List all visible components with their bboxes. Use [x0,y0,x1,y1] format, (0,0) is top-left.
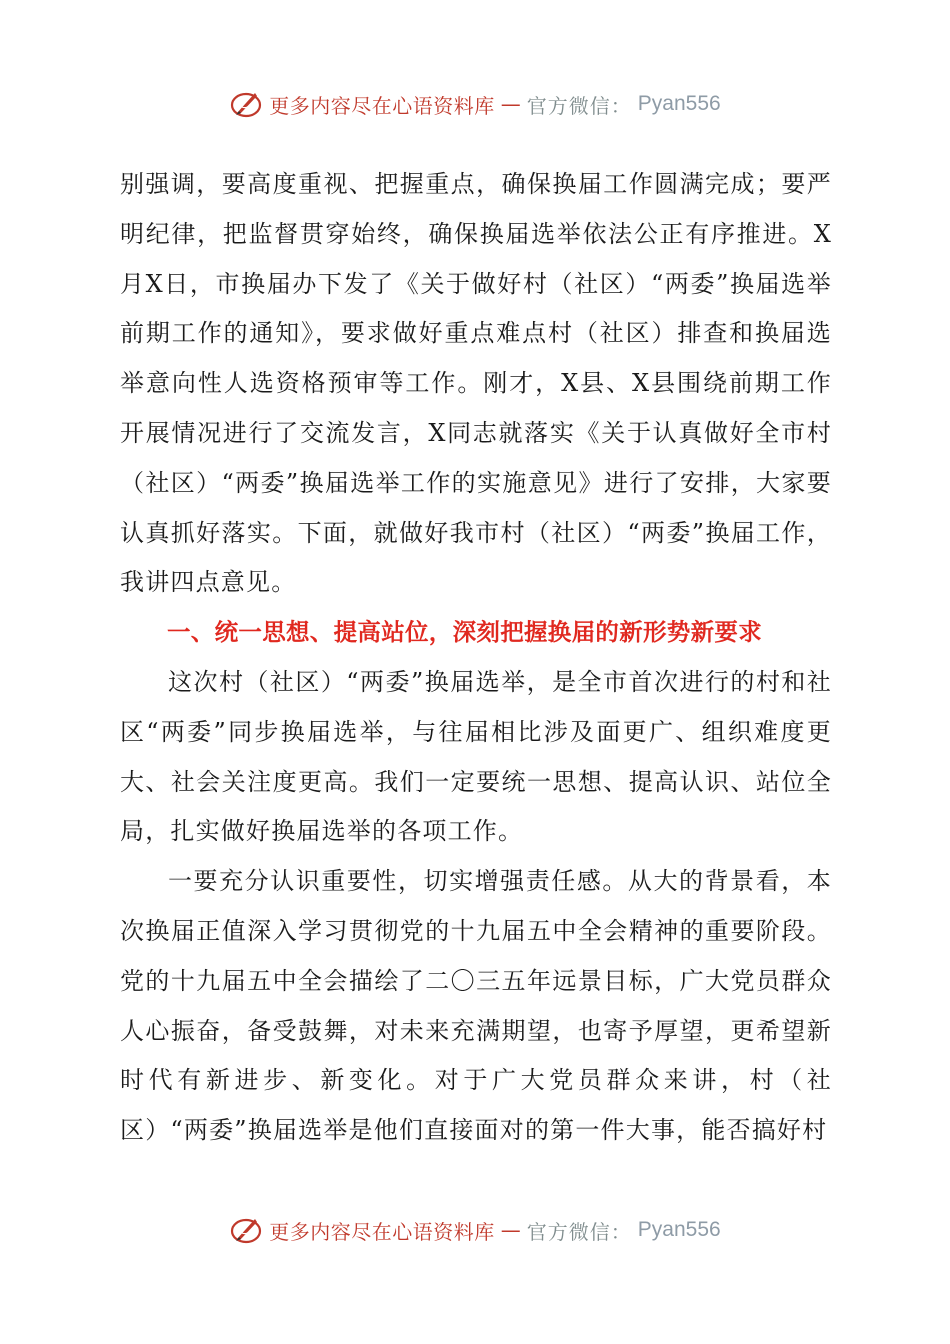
watermark-wechat-id: Pyan556 [637,92,721,115]
footer-watermark [0,1210,950,1250]
watermark-wechat-label: 官方微信： [526,93,632,118]
document-body [120,160,832,1156]
paragraph-2: 这次村（社区）“两委”换届选举，是全市首次进行的村和社区“两委”同步换届选举，与往届相比涉及面更广、组织难度更大、社会关注度更高。我们一定要统一思想、提高认识、站位全局，扎实做好换届选举的各项工作。 [120,667,832,846]
paragraph-continued: 别强调，要高度重视、把握重点，确保换届工作圆满完成；要严明纪律，把监督贯穿始终，确保换届选举依法公正有序推进。X月X日，市换届办下发了《关于做好村（社区）“两委”换届选举前期工作的通知》，要求做好重点难点村（社区）排查和换届选举意向性人选资格预审等工作。刚才，X县、X县围绕前期工作开展情况进行了交流发言，X同志就落实《关于认真做好全市村（社区）“两委”换届选举工作的实施意见》进行了安排，大家要认真抓好落实。下面，就做好我市村（社区）“两委”换届工作，我讲四点意见。 [120,170,832,597]
watermark-wechat-id: Pyan556 [637,1218,721,1241]
watermark-wechat-label: 官方微信： [526,1219,632,1244]
section-heading-1: 一、统一思想、提高站位，深刻把握换届的新形势新要求 [167,618,762,647]
watermark-dash: — [500,1218,521,1242]
watermark-main-text: 更多内容尽在心语资料库 [269,93,495,118]
watermark-main-text: 更多内容尽在心语资料库 [269,1219,495,1244]
quill-pen-logo-icon [229,1213,263,1247]
watermark-dash: — [500,92,521,116]
header-watermark [0,84,950,124]
paragraph-3: 一要充分认识重要性，切实增强责任感。从大的背景看，本次换届正值深入学习贯彻党的十九届五中全会精神的重要阶段。党的十九届五中全会描绘了二〇三五年远景目标，广大党员群众人心振奋，备受鼓舞，对未来充满期望，也寄予厚望，更希望新时代有新进步、新变化。对于广大党员群众来讲，村（社区）“两委”换届选举是他们直接面对的第一件大事，能否搞好村 [120,867,832,1145]
quill-pen-logo-icon [229,87,263,121]
